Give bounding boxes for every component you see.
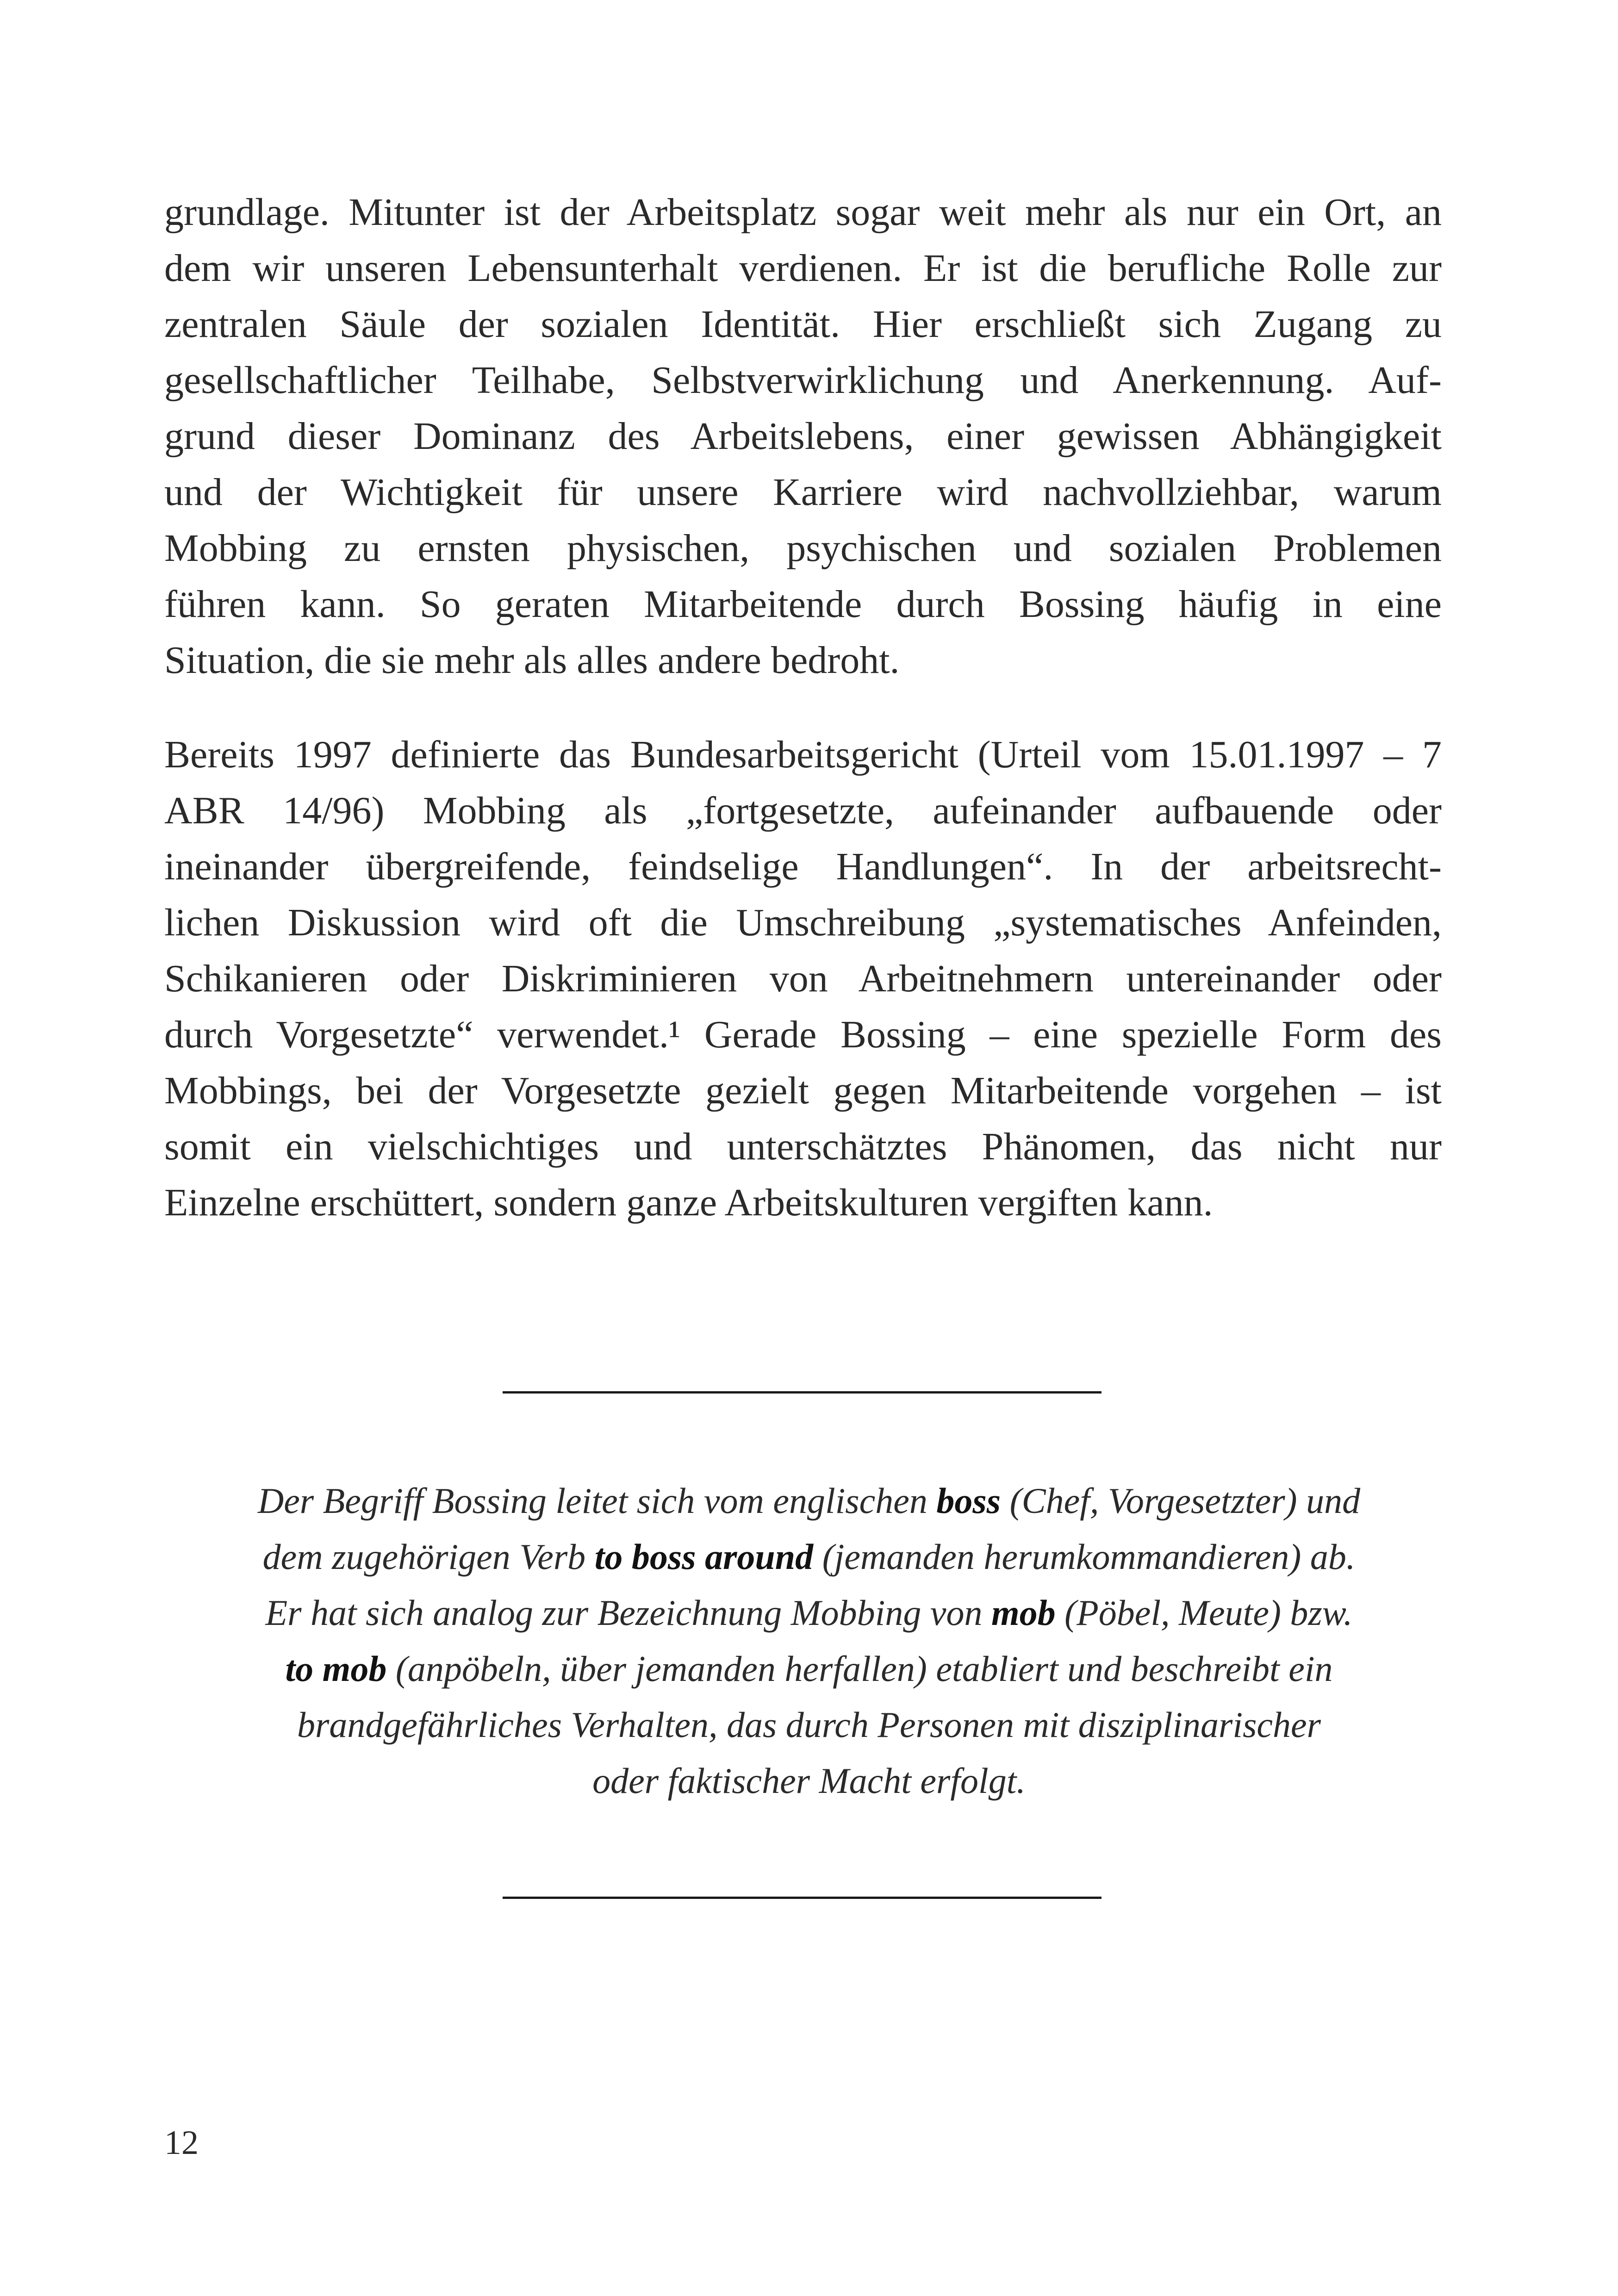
callout-line: brandgefährliches Verhalten, das durch Personen mit disziplinarischer [297,1705,1321,1745]
callout-term: to mob [285,1649,387,1689]
callout-bottom-divider [503,1897,1101,1899]
paragraph-line: durch Vorgesetzte“ verwendet.¹ Gerade Bossing – eine spezielle Form des [164,1013,1442,1056]
paragraph-line: ineinander übergreifende, feindselige Handlungen“. In der arbeitsrecht- [164,845,1442,888]
callout-text: (Pöbel, Meute) bzw. [1055,1593,1353,1633]
callout-line: oder faktischer Macht erfolgt. [592,1761,1026,1801]
page-number: 12 [164,2124,199,2162]
callout-text: (jemanden herumkommandieren) ab. [813,1537,1356,1577]
callout-line [139,1585,1479,1641]
callout-line [139,1473,1479,1529]
paragraph-line: gesellschaftlicher Teilhabe, Selbstverwirklichung und Anerkennung. Auf- [164,359,1442,402]
paragraph-line: grund dieser Dominanz des Arbeitslebens, einer gewissen Abhängigkeit [164,415,1442,458]
paragraph-line: Situation, die sie mehr als alles andere bedroht. [164,639,900,682]
callout-line [139,1529,1479,1585]
callout-term: boss [936,1481,1001,1521]
paragraph-line: Bereits 1997 definierte das Bundesarbeitsgericht (Urteil vom 15.01.1997 – 7 [164,733,1442,776]
paragraph-line: Einzelne erschüttert, sondern ganze Arbeitskulturen vergiften kann. [164,1181,1213,1224]
paragraph-line: grundlage. Mitunter ist der Arbeitsplatz sogar weit mehr als nur ein Ort, an [164,191,1442,234]
paragraph-line: Mobbing zu ernsten physischen, psychischen und sozialen Problemen [164,527,1442,570]
definition-callout [139,1473,1479,1809]
paragraph-line: Mobbings, bei der Vorgesetzte gezielt gegen Mitarbeitende vorgehen – ist [164,1069,1442,1112]
callout-text: (Chef, Vorgesetzter) und [1001,1481,1361,1521]
callout-top-divider [503,1391,1101,1394]
callout-line [139,1641,1479,1697]
paragraph-line: dem wir unseren Lebensunterhalt verdienen. Er ist die berufliche Rolle zur [164,247,1442,290]
paragraph-line: ABR 14/96) Mobbing als „fortgesetzte, aufeinander aufbauende oder [164,789,1442,832]
paragraph-line: Schikanieren oder Diskriminieren von Arbeitnehmern untereinander oder [164,957,1442,1000]
paragraph-line: zentralen Säule der sozialen Identität. Hier erschließt sich Zugang zu [164,303,1442,346]
paragraph-line: führen kann. So geraten Mitarbeitende durch Bossing häufig in eine [164,583,1442,626]
paragraph-line: und der Wichtigkeit für unsere Karriere wird nachvollziehbar, warum [164,471,1442,514]
body-paragraph-1 [164,184,1442,688]
callout-text: (anpöbeln, über jemanden herfallen) etabliert und beschreibt ein [386,1649,1333,1689]
body-paragraph-2 [164,727,1442,1231]
paragraph-line: somit ein vielschichtiges und unterschätztes Phänomen, das nicht nur [164,1125,1442,1168]
paragraph-line: lichen Diskussion wird oft die Umschreibung „systematisches Anfeinden, [164,901,1442,944]
callout-text: dem zugehörigen Verb [262,1537,595,1577]
callout-text: Er hat sich analog zur Bezeichnung Mobbing von [265,1593,991,1633]
callout-term: to boss around [594,1537,814,1577]
callout-term: mob [991,1593,1056,1633]
callout-text: Der Begriff Bossing leitet sich vom englischen [257,1481,937,1521]
